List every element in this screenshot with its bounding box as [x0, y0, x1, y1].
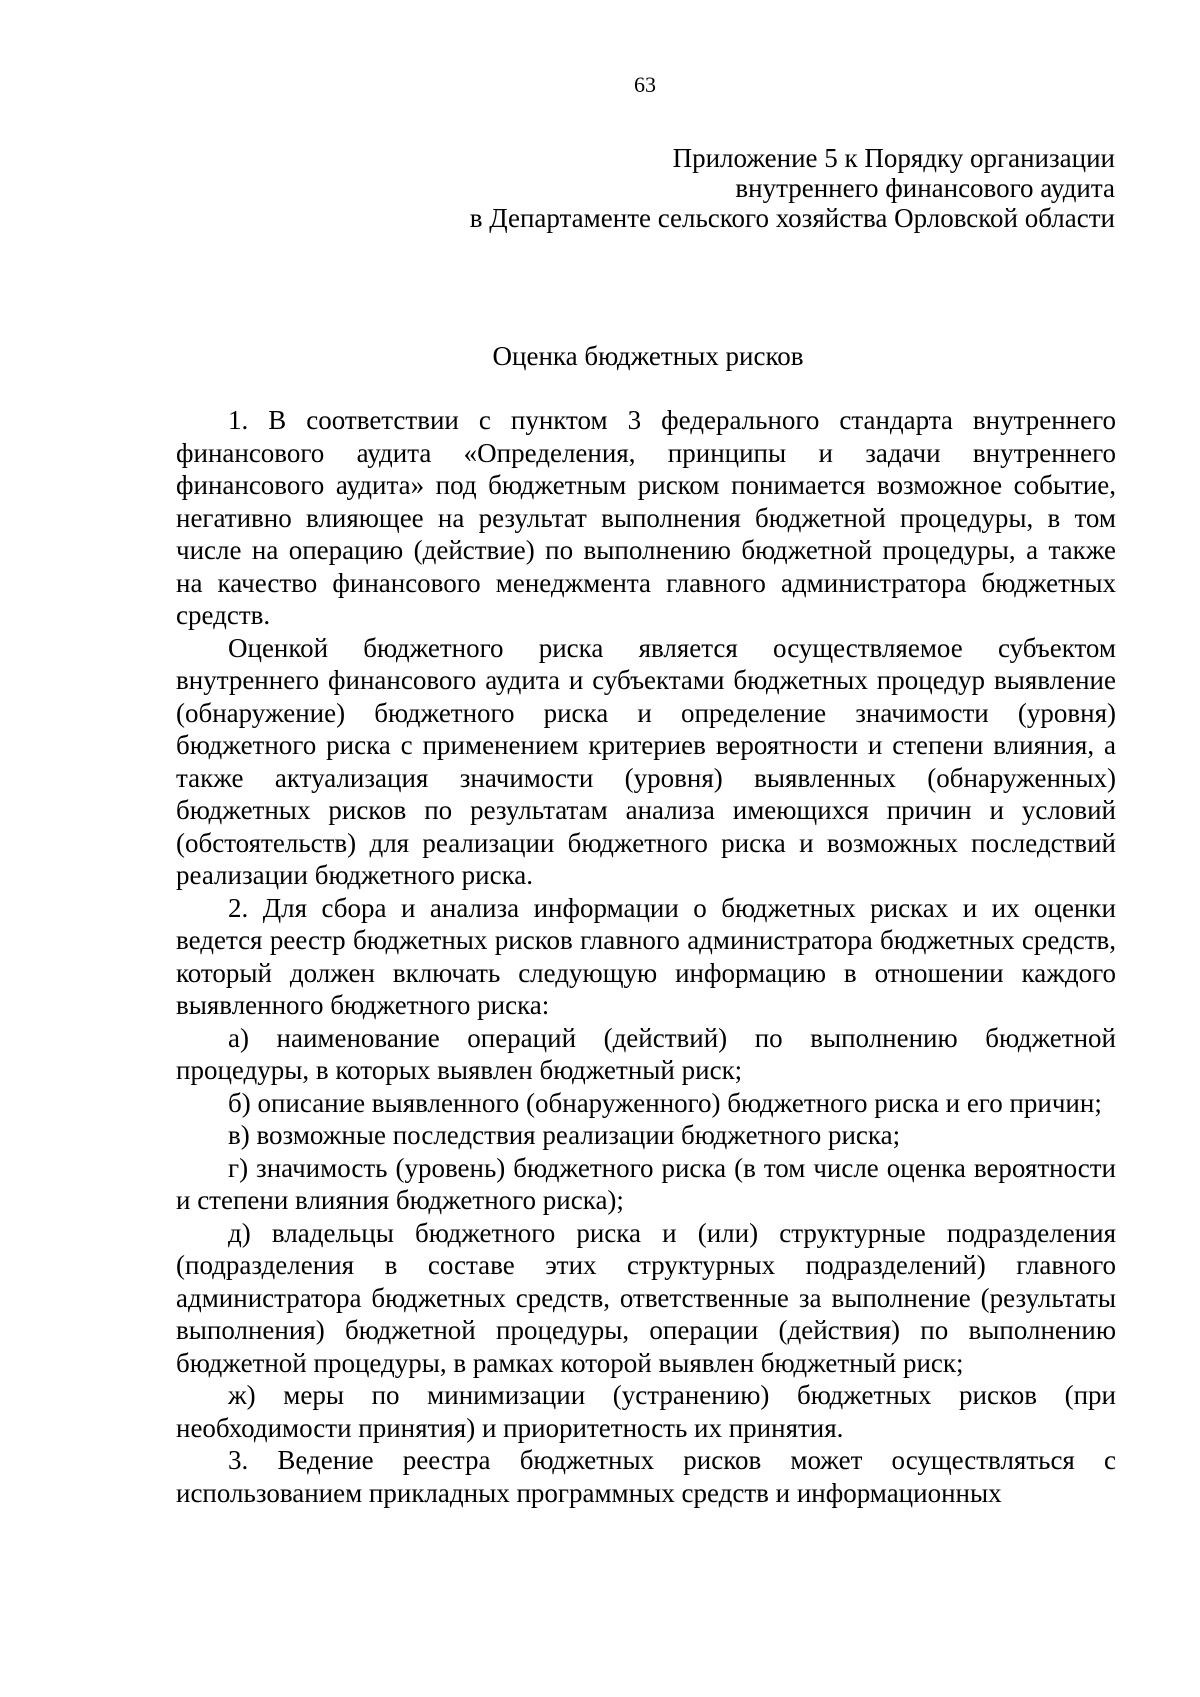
appendix-line-3: в Департаменте сельского хозяйства Орловской области	[469, 203, 1115, 233]
appendix-line-2: внутреннего финансового аудита	[735, 173, 1115, 203]
appendix-reference	[215, 143, 1115, 233]
paragraph-2: Оценкой бюджетного риска является осуществляемое субъектом внутреннего финансового аудита и субъектами бюджетных процедур выявление (обнаружение) бюджетного риска и определение значимости (уровня) бюджетного риска с применением критериев вероятности и степени влияния, а также актуализация значимости (уровня) выявленных (обнаруженных) бюджетных рисков по результатам анализа имеющихся причин и условий (обстоятельств) для реализации бюджетного риска и возможных последствий реализации бюджетного риска.	[176, 632, 1116, 890]
document-title: Оценка бюджетных рисков	[492, 341, 804, 371]
list-item-zh: ж) меры по минимизации (устранению) бюджетных рисков (при необходимости принятия) и приоритетность их принятия.	[176, 1380, 1116, 1443]
appendix-line-1: Приложение 5 к Порядку организации	[672, 143, 1115, 173]
list-item-b: б) описание выявленного (обнаруженного) бюджетного риска и его причин;	[228, 1087, 1102, 1118]
list-item-v: в) возможные последствия реализации бюджетного риска;	[228, 1120, 901, 1150]
list-item-d: д) владельцы бюджетного риска и (или) структурные подразделения (подразделения в составе этих структурных подразделений) главного администратора бюджетных средств, ответственные за выполнение (результаты выполнения) бюджетной процедуры, операции (действия) по выполнению бюджетной процедуры, в рамках которой выявлен бюджетный риск;	[176, 1217, 1116, 1378]
paragraph-3: 2. Для сбора и анализа информации о бюджетных рисках и их оценки ведется реестр бюджетных рисков главного администратора бюджетных средств, который должен включать следующую информацию в отношении каждого выявленного бюджетного риска:	[176, 892, 1116, 1020]
paragraph-1: 1. В соответствии с пунктом 3 федерального стандарта внутреннего финансового аудита «Определения, принципы и задачи внутреннего финансового аудита» под бюджетным риском понимается возможное событие, негативно влияющее на результат выполнения бюджетной процедуры, в том числе на операцию (действие) по выполнению бюджетной процедуры, а также на качество финансового менеджмента главного администратора бюджетных средств.	[176, 405, 1116, 630]
page-number: 63	[634, 72, 656, 97]
list-item-g: г) значимость (уровень) бюджетного риска (в том числе оценка вероятности и степени влияния бюджетного риска);	[176, 1152, 1116, 1215]
document-body	[176, 404, 1116, 1509]
paragraph-4: 3. Ведение реестра бюджетных рисков может осуществляться с использованием прикладных программных средств и информационных	[176, 1445, 1116, 1508]
list-item-a: а) наименование операций (действий) по выполнению бюджетной процедуры, в которых выявлен бюджетный риск;	[176, 1022, 1116, 1085]
